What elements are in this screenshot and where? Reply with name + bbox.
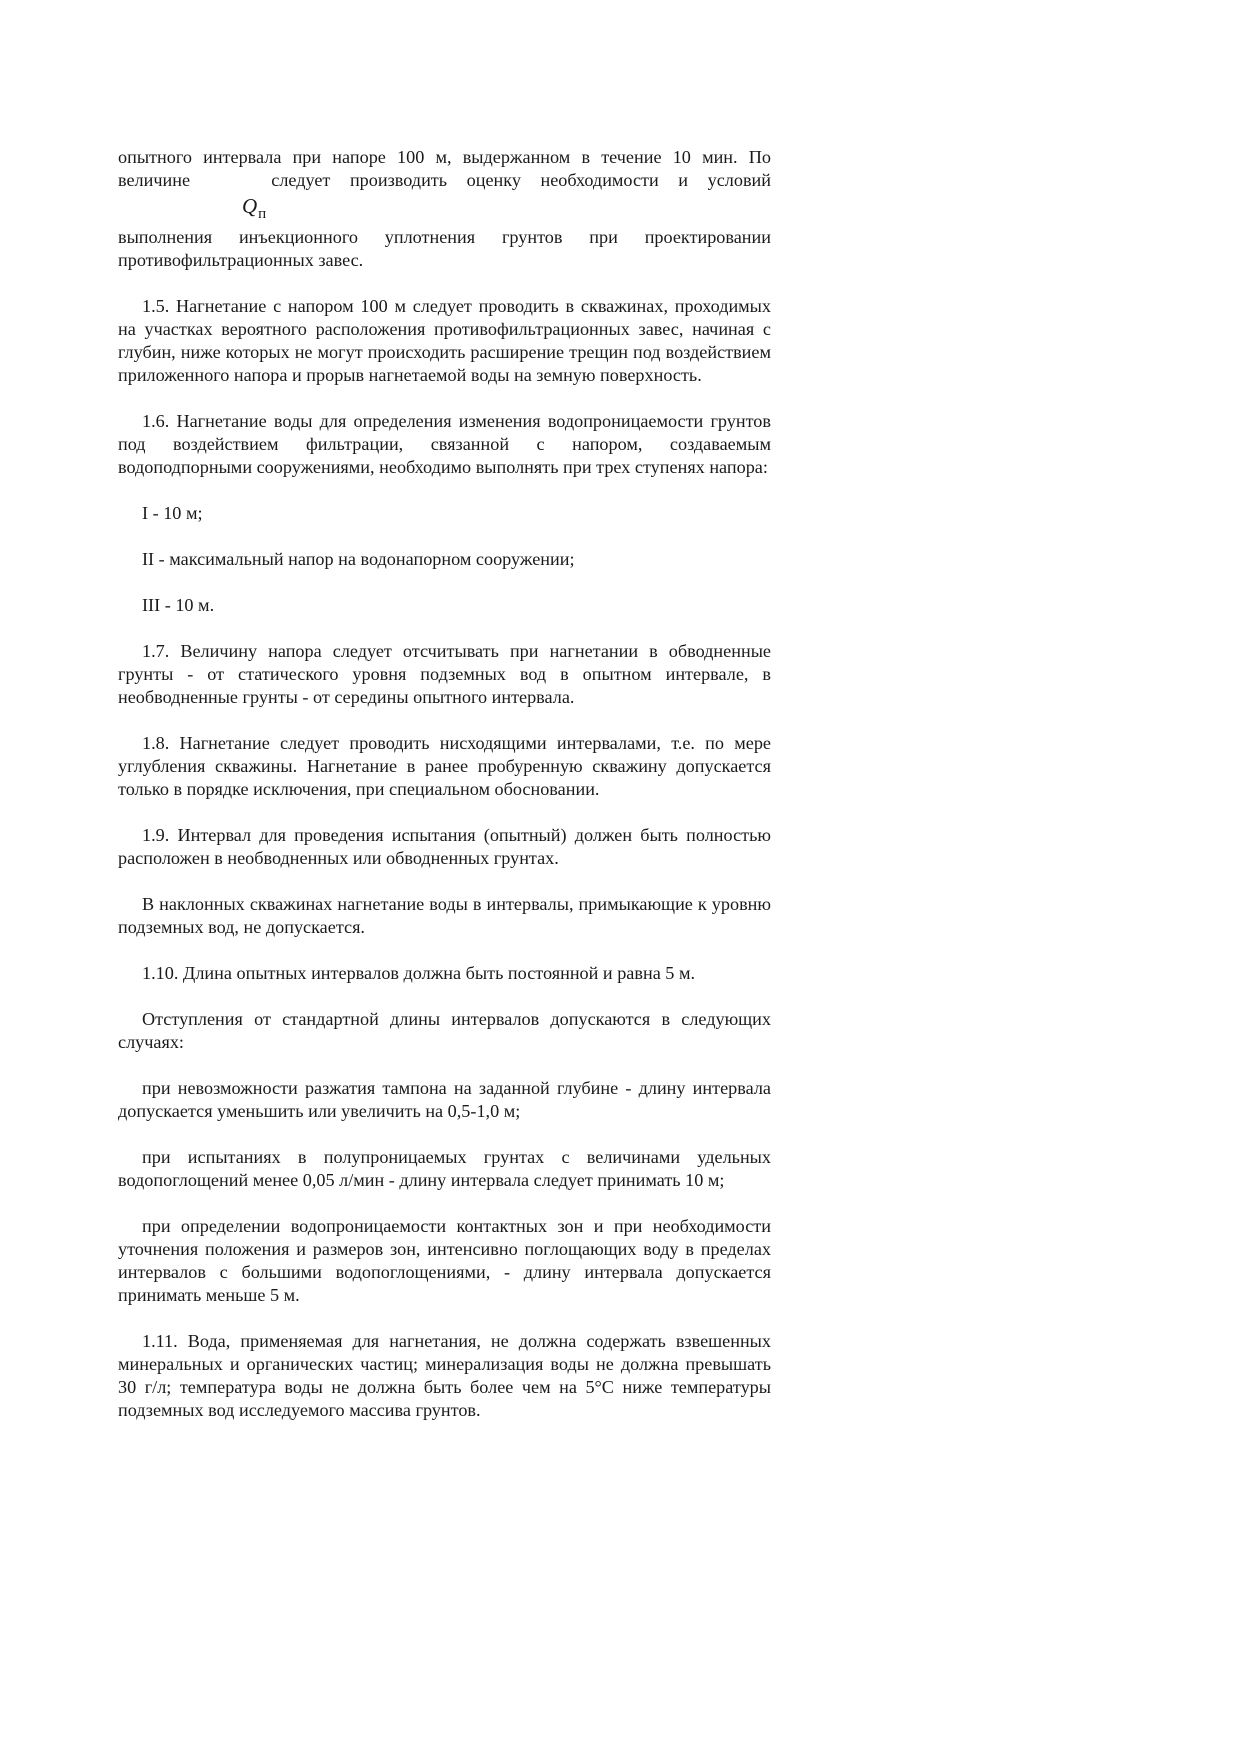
formula-subscript: п	[258, 206, 267, 222]
inclined-wells-paragraph: В наклонных скважинах нагнетание воды в интервалы, примыкающие к уровню подземных вод, не допускается.	[118, 894, 771, 937]
intro-line-1: опытного интервала при напоре 100 м, выдержанном в течение 10 мин. По величине	[118, 147, 771, 190]
case-semipermeable-paragraph: при испытаниях в полупроницаемых грунтах с величинами удельных водопоглощений менее 0,05 л/мин - длину интервала следует принимать 10 м;	[118, 1147, 771, 1190]
stage-2: II - максимальный напор на водонапорном сооружении;	[142, 549, 575, 569]
case-contact-zones-paragraph: при определении водопроницаемости контактных зон и при необходимости уточнения положения и размеров зон, интенсивно поглощающих воду в пределах интервалов с большими водопоглощениями, - длину интервала допускается принимать меньше 5 м.	[118, 1216, 771, 1305]
stage-1: I - 10 м;	[142, 503, 203, 523]
document-page	[118, 146, 771, 1445]
clause-1-11: 1.11. Вода, применяемая для нагнетания, не должна содержать взвешенных минеральных и органических частиц; минерализация воды не должна превышать 30 г/л; температура воды не должна быть более чем на 5°С ниже температуры подземных вод исследуемого массива грунтов.	[118, 1331, 771, 1420]
stage-3: III - 10 м.	[142, 595, 215, 615]
clause-1-9: 1.9. Интервал для проведения испытания (опытный) должен быть полностью расположен в необводненных или обводненных грунтах.	[118, 825, 771, 868]
intro-paragraph	[118, 146, 771, 192]
case-packer-paragraph: при невозможности разжатия тампона на заданной глубине - длину интервала допускается уменьшить или увеличить на 0,5-1,0 м;	[118, 1078, 771, 1121]
clause-1-10: 1.10. Длина опытных интервалов должна быть постоянной и равна 5 м.	[142, 963, 696, 983]
flow-rate-formula	[242, 194, 267, 222]
formula-line	[118, 192, 771, 226]
clause-1-6: 1.6. Нагнетание воды для определения изменения водопроницаемости грунтов под воздействием фильтрации, связанной с напором, создаваемым водоподпорными сооружениями, необходимо выполнять при трех ступенях напора:	[118, 411, 771, 477]
clause-1-5: 1.5. Нагнетание с напором 100 м следует проводить в скважинах, проходимых на участках вероятного расположения противофильтрационных завес, начиная с глубин, ниже которых не могут происходить расширение трещин под воздействием приложенного напора и прорыв нагнетаемой воды на земную поверхность.	[118, 296, 771, 385]
formula-symbol: Q	[242, 194, 258, 218]
deviations-paragraph: Отступления от стандартной длины интервалов допускаются в следующих случаях:	[118, 1009, 771, 1052]
intro-line-1-tail: следует производить оценку необходимости и условий	[271, 170, 772, 190]
clause-1-7: 1.7. Величину напора следует отсчитывать при нагнетании в обводненные грунты - от статического уровня подземных вод в опытном интервале, в необводненные грунты - от середины опытного интервала.	[118, 641, 771, 707]
intro-continuation: выполнения инъекционного уплотнения грунтов при проектировании противофильтрационных завес.	[118, 227, 771, 270]
clause-1-8: 1.8. Нагнетание следует проводить нисходящими интервалами, т.е. по мере углубления скважины. Нагнетание в ранее пробуренную скважину допускается только в порядке исключения, при специальном обосновании.	[118, 733, 771, 799]
